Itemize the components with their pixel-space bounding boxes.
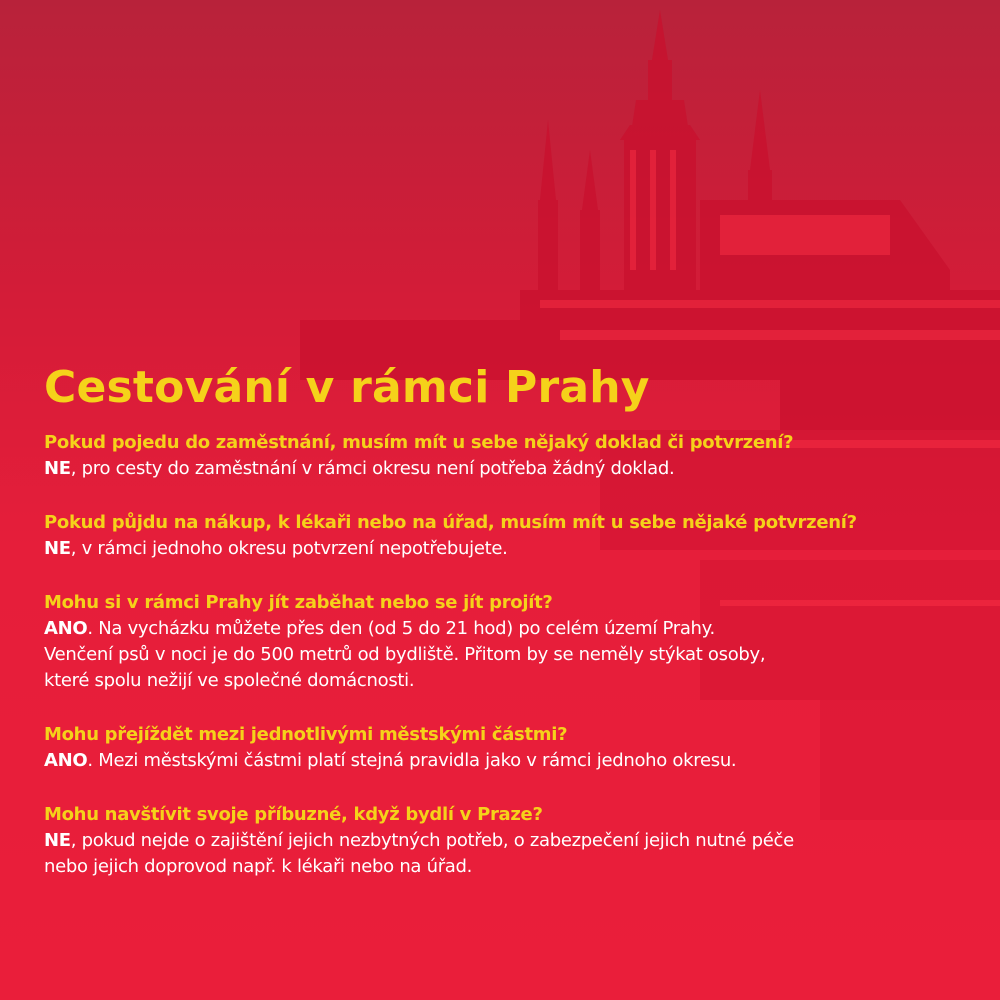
answer-line [44, 748, 974, 774]
question: Mohu přejíždět mezi jednotlivými městskými částmi? [44, 724, 568, 745]
answer-text: . Na vycházku můžete přes den (od 5 do 21 hod) po celém území Prahy. [87, 618, 715, 639]
answer-keyword: ANO [44, 750, 88, 771]
qa-item [44, 722, 974, 774]
answer [44, 748, 974, 774]
answer-line: Venčení psů v noci je do 500 metrů od bydliště. Přitom by se neměly stýkat osoby, [44, 644, 766, 665]
qa-item [44, 590, 974, 694]
answer-keyword: NE [44, 538, 71, 559]
answer-keyword: ANO [44, 618, 88, 639]
qa-item [44, 510, 974, 562]
answer-line [44, 456, 974, 482]
answer-line [44, 828, 974, 854]
question: Mohu navštívit svoje příbuzné, když bydlí v Praze? [44, 804, 543, 825]
answer-line [44, 536, 974, 562]
page-title: Cestování v rámci Prahy [44, 362, 650, 413]
answer-text: , v rámci jednoho okresu potvrzení nepotřebujete. [70, 538, 508, 559]
question: Pokud pojedu do zaměstnání, musím mít u sebe nějaký doklad či potvrzení? [44, 432, 794, 453]
qa-item [44, 430, 974, 482]
answer-text: , pro cesty do zaměstnání v rámci okresu není potřeba žádný doklad. [70, 458, 675, 479]
content-area [44, 352, 974, 908]
qa-item [44, 802, 974, 880]
question: Pokud půjdu na nákup, k lékaři nebo na úřad, musím mít u sebe nějaké potvrzení? [44, 512, 857, 533]
answer-keyword: NE [44, 458, 71, 479]
answer [44, 616, 974, 694]
answer [44, 456, 974, 482]
question: Mohu si v rámci Prahy jít zaběhat nebo se jít projít? [44, 592, 553, 613]
answer-text: , pokud nejde o zajištění jejich nezbytných potřeb, o zabezpečení jejich nutné péče [70, 830, 794, 851]
answer-line: které spolu nežijí ve společné domácnosti. [44, 670, 415, 691]
answer-text: . Mezi městskými částmi platí stejná pravidla jako v rámci jednoho okresu. [87, 750, 737, 771]
answer [44, 536, 974, 562]
answer-line: nebo jejich doprovod např. k lékaři nebo na úřad. [44, 856, 473, 877]
answer-line [44, 616, 974, 642]
answer-keyword: NE [44, 830, 71, 851]
answer [44, 828, 974, 880]
